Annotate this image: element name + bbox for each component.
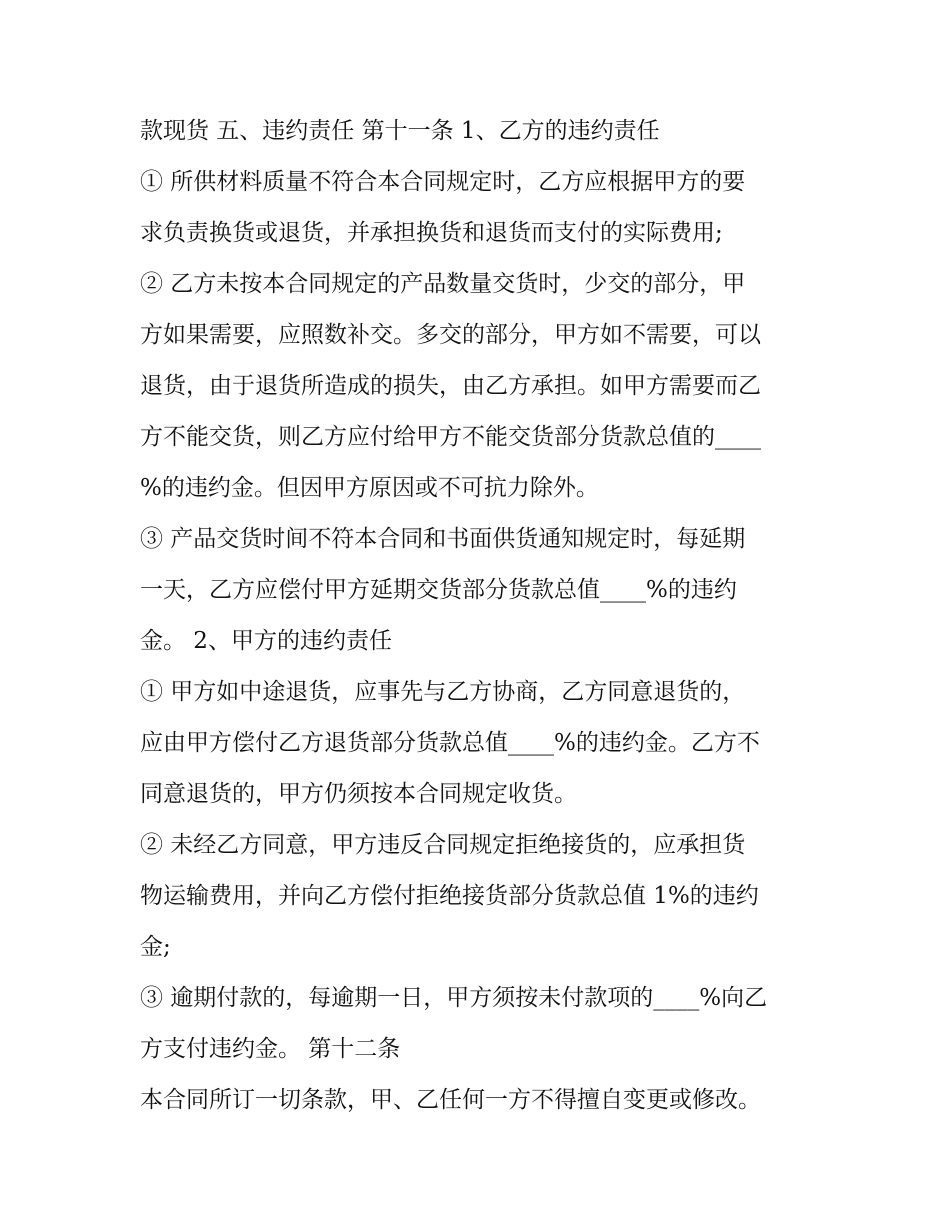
text-line-11: 金。 2、甲方的违约责任 bbox=[140, 628, 392, 654]
text-line-5: 方如果需要，应照数补交。多交的部分，甲方如不需要，可以 bbox=[140, 322, 761, 348]
text-line-7: 方不能交货，则乙方应付给甲方不能交货部分货款总值的____ bbox=[140, 424, 761, 450]
text-line-4: ② 乙方未按本合同规定的产品数量交货时，少交的部分，甲 bbox=[140, 271, 746, 297]
text-line-2: ① 所供材料质量不符合本合同规定时，乙方应根据甲方的要 bbox=[140, 169, 746, 195]
text-line-20: 本合同所订一切条款，甲、乙任何一方不得擅自变更或修改。 bbox=[140, 1087, 761, 1113]
contract-text bbox=[140, 106, 820, 1126]
text-line-1: 款现货 五、违约责任 第十一条 1、乙方的违约责任 bbox=[140, 118, 660, 144]
text-line-9: ③ 产品交货时间不符本合同和书面供货通知规定时，每延期 bbox=[140, 526, 746, 552]
text-line-8: %的违约金。但因甲方原因或不可抗力除外。 bbox=[140, 475, 599, 501]
text-line-16: 物运输费用，并向乙方偿付拒绝接货部分货款总值 1%的违约 bbox=[140, 883, 759, 909]
text-line-19: 方支付违约金。 第十二条 bbox=[140, 1036, 401, 1062]
text-line-18: ③ 逾期付款的，每逾期一日，甲方须按未付款项的____%向乙 bbox=[140, 985, 768, 1011]
text-line-13: 应由甲方偿付乙方退货部分货款总值____%的违约金。乙方不 bbox=[140, 730, 760, 756]
text-line-3: 求负责换货或退货，并承担换货和退货而支付的实际费用; bbox=[140, 220, 723, 246]
text-line-12: ① 甲方如中途退货，应事先与乙方协商，乙方同意退货的， bbox=[140, 679, 746, 705]
text-line-17: 金; bbox=[140, 934, 171, 960]
text-line-10: 一天，乙方应偿付甲方延期交货部分货款总值____%的违约 bbox=[140, 577, 737, 603]
text-line-15: ② 未经乙方同意，甲方违反合同规定拒绝接货的，应承担货 bbox=[140, 832, 746, 858]
text-line-14: 同意退货的，甲方仍须按本合同规定收货。 bbox=[140, 781, 577, 807]
text-line-6: 退货，由于退货所造成的损失，由乙方承担。如甲方需要而乙 bbox=[140, 373, 761, 399]
